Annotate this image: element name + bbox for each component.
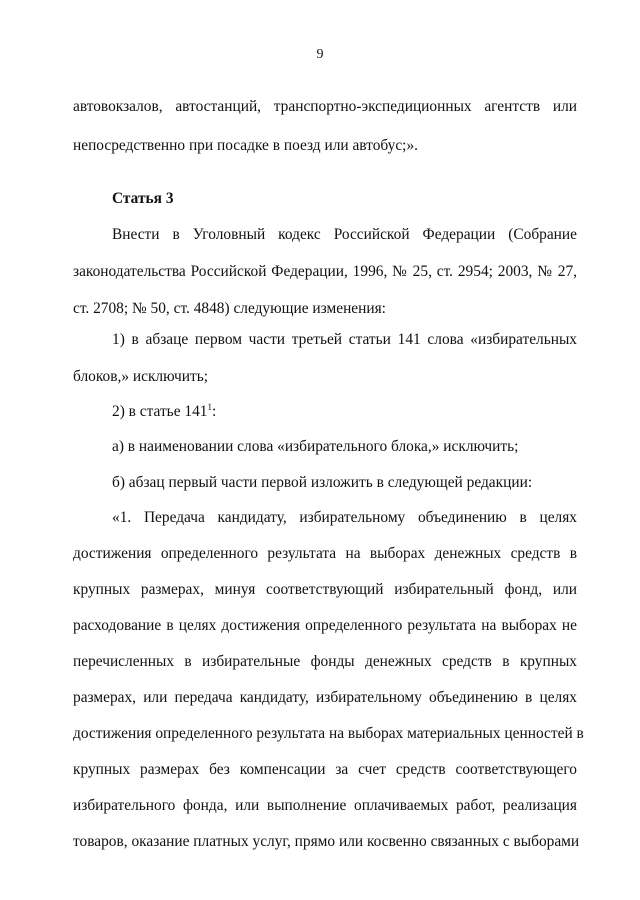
quote-line-10: товаров, оказание платных услуг, прямо или косвенно связанных с выборами [73, 833, 580, 850]
quote-line-5: перечисленных в избирательные фонды денежных средств в крупных [73, 653, 577, 670]
item-2 [112, 402, 577, 422]
continuation-line-2: непосредственно при посадке в поезд или автобус;». [73, 137, 418, 154]
article-heading: Статья 3 [112, 190, 174, 207]
quote-line-4: расходование в целях достижения определенного результата на выборах не [73, 617, 577, 634]
quote-line-8: крупных размерах без компенсации за счет средств соответствующего [73, 761, 577, 778]
article-intro-line-2: законодательства Российской Федерации, 1996, № 25, ст. 2954; 2003, № 27, [73, 263, 577, 280]
quote-line-2: достижения определенного результата на выборах денежных средств в [73, 545, 577, 562]
continuation-line-1: автовокзалов, автостанций, транспортно-экспедиционных агентств или [73, 98, 577, 115]
item-1-line-2: блоков,» исключить; [73, 368, 209, 385]
article-intro-line-3: ст. 2708; № 50, ст. 4848) следующие изменения: [73, 300, 386, 317]
item-2b: б) абзац первый части первой изложить в следующей редакции: [112, 474, 533, 491]
item-2-prefix: 2) в статье 141 [112, 403, 208, 420]
quote-line-9: избирательного фонда, или выполнение оплачиваемых работ, реализация [73, 797, 577, 814]
quote-line-1: «1. Передача кандидату, избирательному объединению в целях [112, 509, 577, 526]
article-intro-line-1: Внести в Уголовный кодекс Российской Федерации (Собрание [112, 226, 577, 243]
item-2-superscript: 1 [207, 402, 212, 412]
item-2a: а) в наименовании слова «избирательного блока,» исключить; [112, 438, 519, 455]
quote-line-6: размерах, или передача кандидату, избирательному объединению в целях [73, 689, 577, 706]
item-2-suffix: : [211, 403, 217, 420]
quote-line-7: достижения определенного результата на выборах материальных ценностей в [73, 725, 584, 742]
item-1-line-1: 1) в абзаце первом части третьей статьи 141 слова «избирательных [112, 331, 577, 348]
page-number: 9 [316, 47, 324, 62]
quote-line-3: крупных размерах, минуя соответствующий избирательный фонд, или [73, 581, 577, 598]
